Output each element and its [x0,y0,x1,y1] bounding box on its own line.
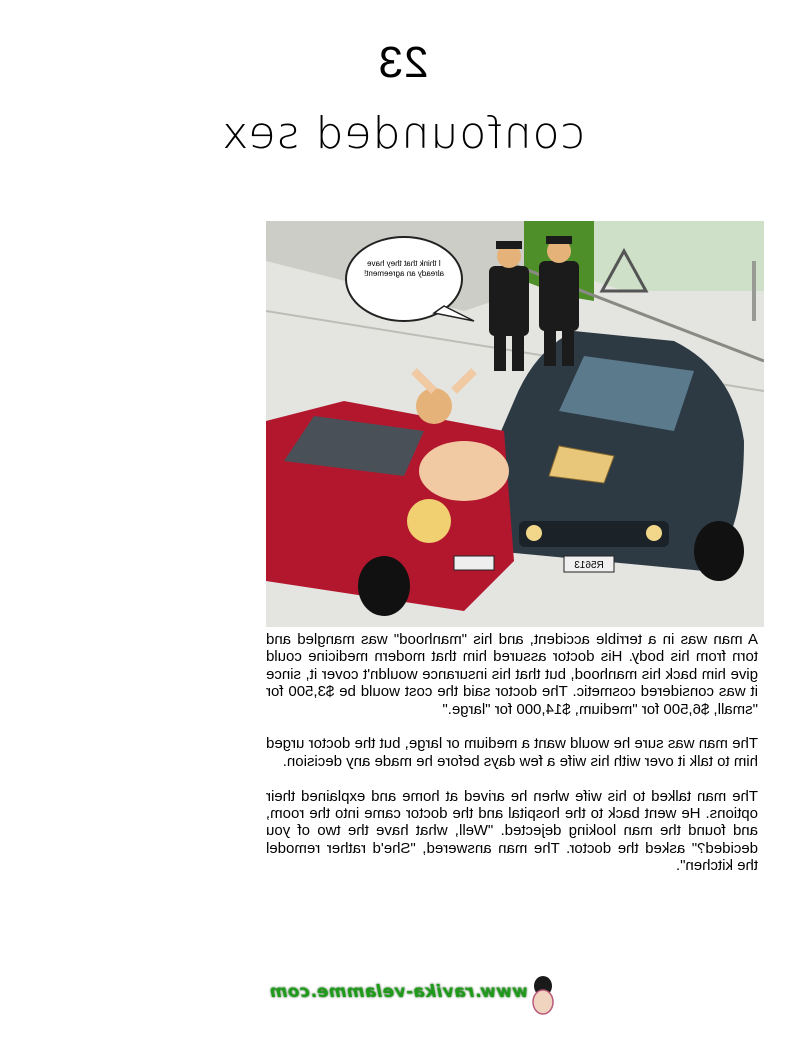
nurse-head [416,388,452,424]
logo-figure-icon [528,974,558,1016]
logo-text: www.ravika-velamme.com [269,982,528,1002]
dark-car-headlight [646,525,662,541]
story-paragraph-3: The man talked to his wife when he arived at home and explained their options. He went back to the hospital and the doctor came into the room, and found the man looking dejected. "Well, what have the two of you decided?" asked the doctor. The man answered, "She'd rather remodel the kitchen". [266,787,758,875]
story-paragraph-2: The man was sure he would want a medium or large, but the doctor urged him to talk it over with his wife a few days before he made any decision. [266,735,758,770]
red-car-plate [454,556,494,570]
license-plate-text: R5613 [574,560,604,571]
couple-figures [419,441,509,501]
story-body [266,221,758,875]
speech-bubble-text: I think that they have already an agreement! [363,259,445,278]
story-paragraph-1: A man was in a terrible accident, and his "manhood" was mangled and torn from his body. His doctor assured him that modern medicine could give him back his manhood, but that his insurance wouldn't cover it, since it was considered cosmetic. The doctor said the cost would be $3,500 for "small, $6,500 for "medium, $14,000 for "large." [266,631,758,718]
dark-car-wheel [694,521,744,581]
page-number: 23 [377,38,429,87]
cartoon-illustration [266,221,764,627]
blonde-woman-head [407,499,451,543]
dark-car-headlight [526,525,542,541]
cartoon-svg [266,221,764,627]
red-car-wheel [358,556,410,616]
speech-bubble-text-box [362,259,446,303]
chapter-title: confounded sex [221,108,585,159]
site-logo [246,974,558,1016]
